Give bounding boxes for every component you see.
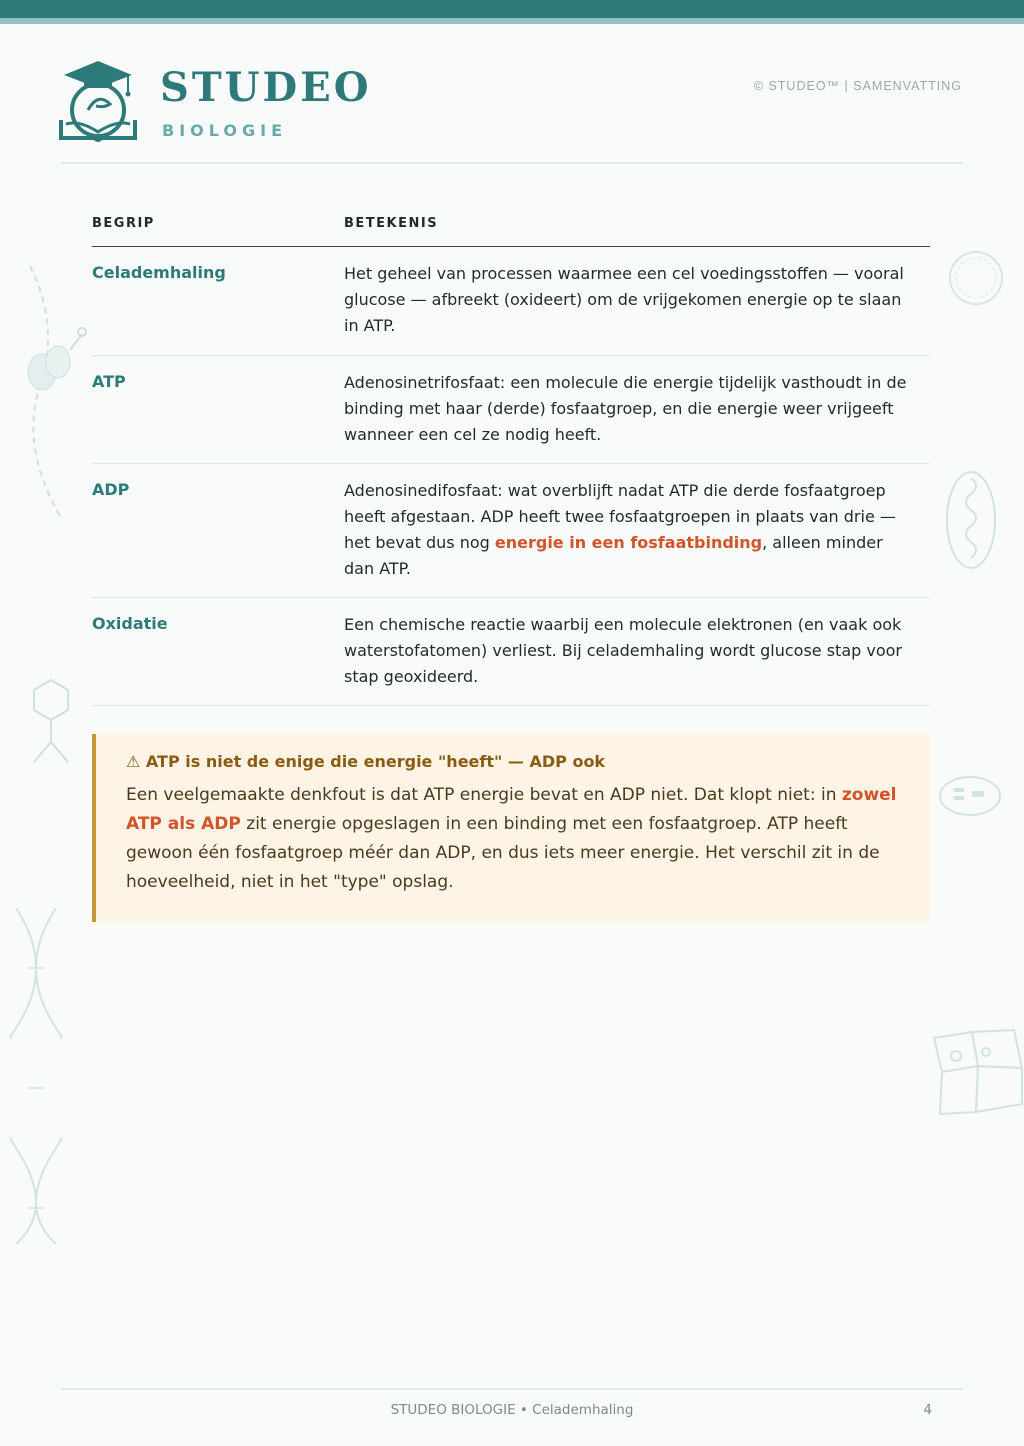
column-header-term: BEGRIP bbox=[92, 216, 155, 231]
term: Oxidatie bbox=[92, 614, 168, 633]
corner-label: © STUDEO™ | SAMENVATTING bbox=[753, 79, 962, 93]
decorative-mitochondrion-icon bbox=[944, 468, 998, 572]
table-row bbox=[92, 247, 930, 356]
table-header bbox=[92, 210, 930, 247]
brand-name: STUDEO bbox=[160, 64, 372, 111]
callout-text: zit energie opgeslagen in een binding met een fosfaatgroep. ATP heeft gewoon één fosfaatgroep méér dan ADP, en dus iets meer energie. Het verschil zit in de hoeveelheid, niet in het "type" opslag. bbox=[126, 814, 880, 892]
decorative-virus-icon bbox=[28, 678, 74, 766]
definition-text: , alleen minder dan ATP. bbox=[344, 533, 883, 578]
header-divider bbox=[61, 162, 963, 164]
table-row bbox=[92, 464, 930, 598]
callout-title: ⚠ ATP is niet de enige die energie "heeft" — ADP ook bbox=[126, 752, 606, 771]
table-row bbox=[92, 598, 930, 706]
top-bar bbox=[0, 0, 1024, 18]
decorative-molecule-icon bbox=[18, 262, 88, 522]
term: ADP bbox=[92, 480, 130, 499]
callout-body bbox=[126, 781, 900, 897]
footer-text: STUDEO BIOLOGIE • Celademhaling bbox=[390, 1402, 634, 1418]
table-row bbox=[92, 356, 930, 464]
column-header-meaning: BETEKENIS bbox=[344, 216, 439, 231]
definition: Een chemische reactie waarbij een molecule elektronen (en vaak ook waterstofatomen) verliest. Bij celademhaling wordt glucose stap voor stap geoxideerd. bbox=[344, 615, 902, 686]
definition: Adenosinetrifosfaat: een molecule die energie tijdelijk vasthoudt in de binding met haar (derde) fosfaatgroep, en die energie weer vrijgeeft wanneer een cel ze nodig heeft. bbox=[344, 373, 907, 444]
decorative-plant-cells-icon bbox=[928, 1028, 1024, 1118]
decorative-dna-helix-icon bbox=[10, 908, 62, 1244]
glossary-table bbox=[92, 210, 930, 706]
decorative-cell-icon bbox=[946, 248, 1006, 308]
page-number: 4 bbox=[923, 1402, 932, 1418]
term: ATP bbox=[92, 372, 126, 391]
top-bar-accent bbox=[0, 18, 1024, 24]
decorative-cell-body-icon bbox=[938, 774, 1002, 818]
footer-divider bbox=[61, 1388, 963, 1390]
definition-text: Adenosinedifosfaat: wat overblijft nadat ATP die derde fosfaatgroep heeft afgestaan. ADP heeft twee fosfaatgroepen in plaats van drie — het bevat dus nog bbox=[344, 481, 896, 552]
subject-label: BIOLOGIE bbox=[162, 121, 287, 140]
callout-highlight: zowel ATP als ADP bbox=[126, 785, 897, 834]
definition: Het geheel van processen waarmee een cel voedingsstoffen — vooral glucose — afbreekt (oxideert) om de vrijgekomen energie op te slaan in ATP. bbox=[344, 264, 904, 335]
warning-callout bbox=[92, 734, 930, 922]
graduation-cap-book-logo-icon bbox=[58, 58, 138, 144]
callout-text: Een veelgemaakte denkfout is dat ATP energie bevat en ADP niet. Dat klopt niet: in bbox=[126, 785, 842, 805]
definition-highlight: energie in een fosfaatbinding bbox=[494, 533, 763, 552]
definition bbox=[344, 464, 930, 597]
term: Celademhaling bbox=[92, 263, 226, 282]
